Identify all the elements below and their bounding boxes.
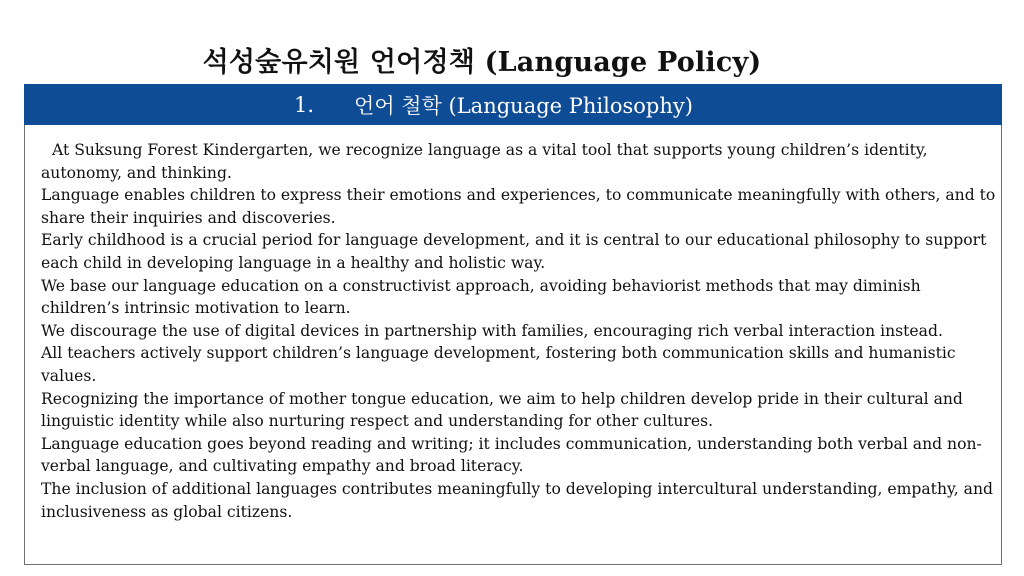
paragraph: We base our language education on a constructivist approach, avoiding behaviorist methods that may diminish children’s intrinsic motivation to learn.	[41, 276, 921, 318]
policy-paragraphs	[41, 139, 996, 523]
paragraph: We discourage the use of digital devices in partnership with families, encouraging rich verbal interaction instead.	[41, 321, 943, 340]
paragraph: Recognizing the importance of mother tongue education, we aim to help children develop pride in their cultural and linguistic identity while also nurturing respect and understanding for other cultures.	[41, 389, 963, 431]
section-number: 1.	[294, 92, 315, 117]
paragraph: At Suksung Forest Kindergarten, we recognize language as a vital tool that supports young children’s identity, autonomy, and thinking.	[41, 141, 928, 182]
section-title: 언어 철학 (Language Philosophy)	[354, 93, 693, 118]
section-header	[24, 84, 1002, 125]
paragraph: All teachers actively support children’s language development, fostering both communication skills and humanistic values.	[41, 344, 956, 385]
page-title: 석성숲유치원 언어정책 (Language Policy)	[202, 47, 762, 78]
paragraph: Language enables children to express their emotions and experiences, to communicate meaningfully with others, and to share their inquiries and discoveries.	[41, 186, 996, 227]
paragraph: Early childhood is a crucial period for language development, and it is central to our educational philosophy to support each child in developing language in a healthy and holistic way.	[41, 231, 987, 272]
paragraph: Language education goes beyond reading and writing; it includes communication, understanding both verbal and non-verbal language, and cultivating empathy and broad literacy.	[41, 434, 982, 476]
paragraph: The inclusion of additional languages contributes meaningfully to developing intercultural understanding, empathy, and inclusiveness as global citizens.	[41, 479, 993, 521]
